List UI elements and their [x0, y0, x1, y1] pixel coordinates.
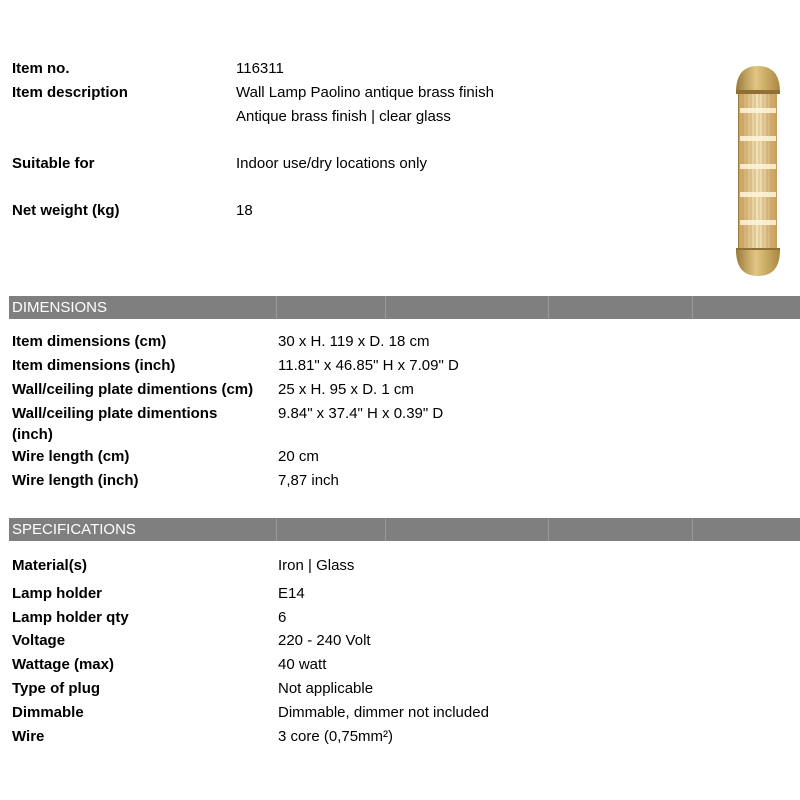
spec-label: Wire [12, 728, 45, 745]
spec-label: Material(s) [12, 557, 88, 574]
item-description-value: Wall Lamp Paolino antique brass finish [236, 84, 494, 101]
dim-value: 30 x H. 119 x D. 18 cm [278, 333, 430, 350]
header-divider [276, 296, 277, 319]
spec-label: Wattage (max) [12, 656, 114, 673]
dim-label: Item dimensions (inch) [12, 357, 176, 374]
header-divider [385, 518, 386, 541]
dimensions-title: DIMENSIONS [12, 299, 108, 316]
spec-value: 40 watt [278, 656, 327, 673]
dim-value: 11.81" x 46.85" H x 7.09" D [278, 357, 459, 374]
dim-value: 20 cm [278, 448, 319, 465]
item-no-label: Item no. [12, 60, 70, 77]
spec-value: Iron | Glass [278, 557, 355, 574]
spec-label: Lamp holder [12, 585, 103, 602]
dim-label: Item dimensions (cm) [12, 333, 167, 350]
header-divider [548, 518, 549, 541]
spec-label: Voltage [12, 632, 66, 649]
item-no-value: 116311 [236, 60, 284, 77]
dim-label: Wall/ceiling plate dimentions [12, 405, 218, 422]
suitable-for-label: Suitable for [12, 155, 95, 172]
spec-label: Lamp holder qty [12, 609, 129, 626]
dim-value: 9.84" x 37.4" H x 0.39" D [278, 405, 444, 422]
dimensions-section-header [9, 296, 800, 319]
dim-label: Wire length (inch) [12, 472, 139, 489]
spec-value: 3 core (0,75mm²) [278, 728, 394, 745]
specifications-section-header [9, 518, 800, 541]
net-weight-value: 18 [236, 202, 253, 219]
header-divider [692, 518, 693, 541]
dim-value: 7,87 inch [278, 472, 339, 489]
header-divider [548, 296, 549, 319]
spec-value: Dimmable, dimmer not included [278, 704, 489, 721]
spec-value: 220 - 240 Volt [278, 632, 371, 649]
spec-value: Not applicable [278, 680, 374, 697]
spec-label: Dimmable [12, 704, 84, 721]
specifications-title: SPECIFICATIONS [12, 521, 136, 538]
dim-label: Wire length (cm) [12, 448, 130, 465]
item-description-finish: Antique brass finish | clear glass [236, 108, 451, 125]
dim-label: Wall/ceiling plate dimentions (cm) [12, 381, 254, 398]
dim-value: 25 x H. 95 x D. 1 cm [278, 381, 414, 398]
header-divider [276, 518, 277, 541]
header-divider [692, 296, 693, 319]
spec-value: 6 [278, 609, 287, 626]
wall-lamp-icon [728, 64, 788, 278]
spec-label: Type of plug [12, 680, 101, 697]
item-description-label: Item description [12, 84, 128, 101]
suitable-for-value: Indoor use/dry locations only [236, 155, 427, 172]
spec-value: E14 [278, 585, 305, 602]
dim-label-continued: (inch) [12, 426, 53, 443]
net-weight-label: Net weight (kg) [12, 202, 120, 219]
header-divider [385, 296, 386, 319]
